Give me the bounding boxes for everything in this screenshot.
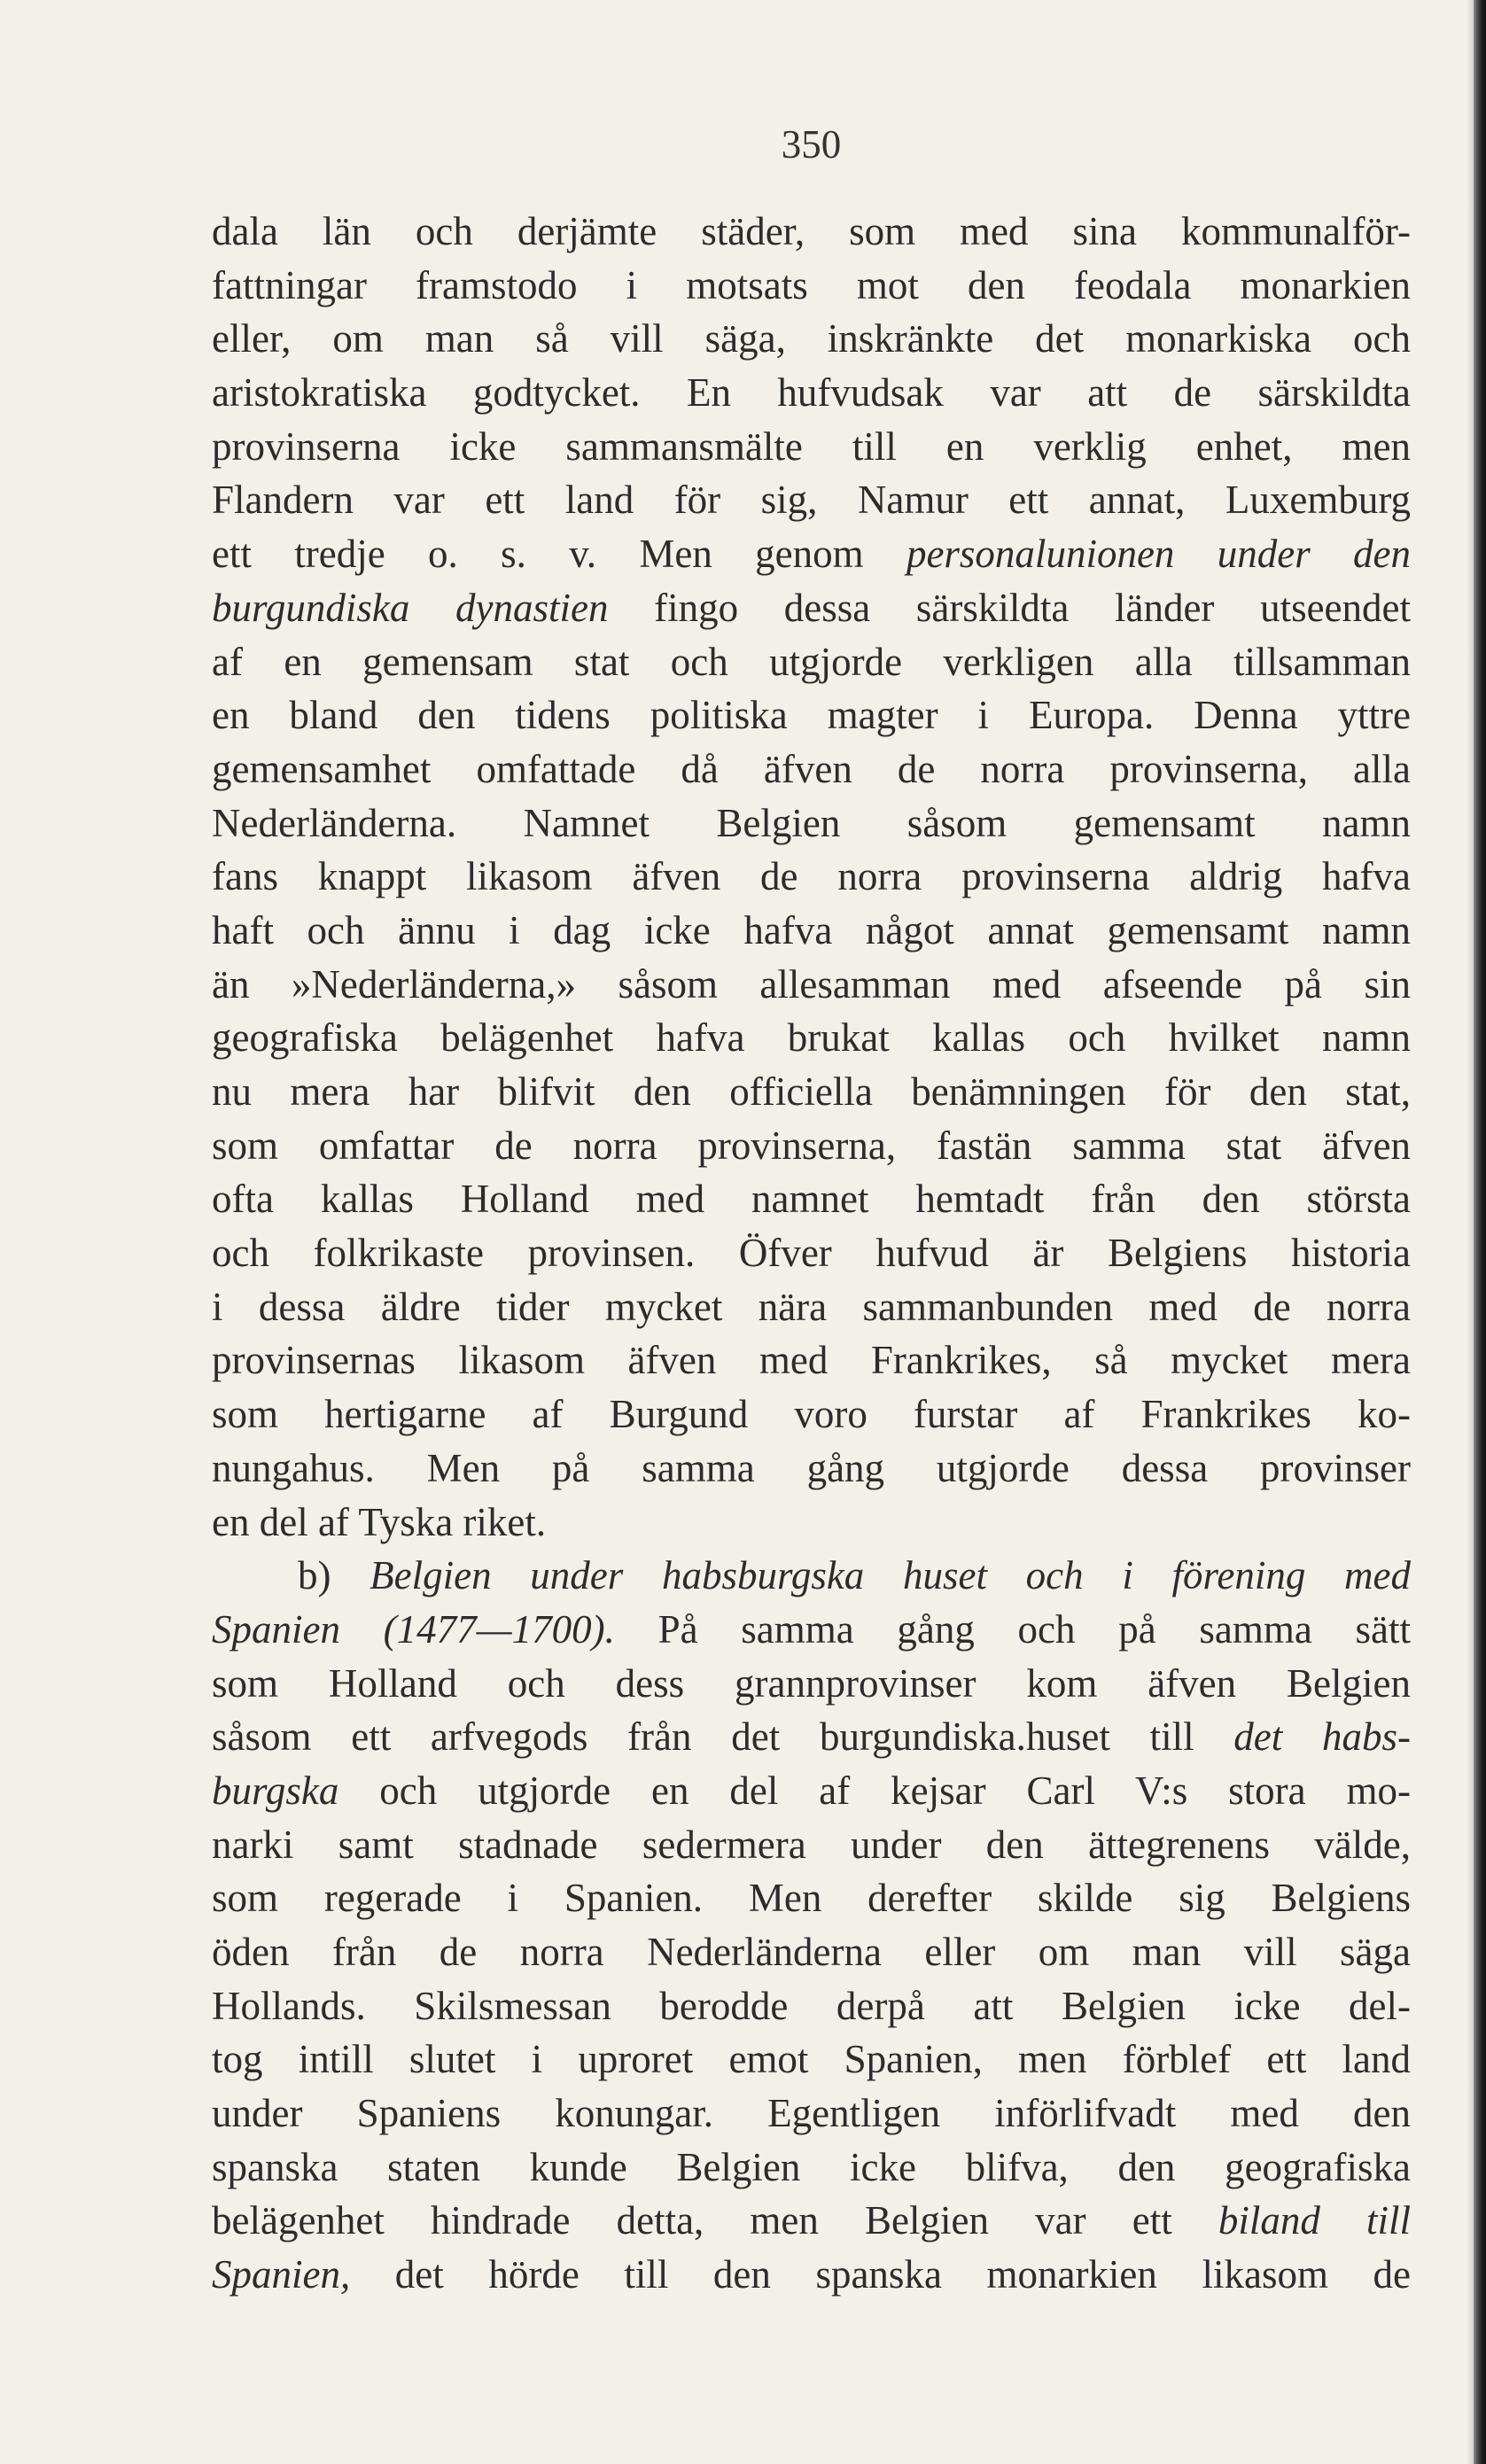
text-line: Flandern var ett land för sig, Namur ett annat, Luxemburg — [212, 478, 1411, 523]
text-line — [212, 1603, 1411, 1657]
section-heading-line — [212, 1549, 1411, 1603]
text-line: gemensamhet omfattade då äfven de norra provinserna, alla — [212, 746, 1411, 791]
italic-segment: biland till — [1218, 2198, 1411, 2243]
italic-segment: det habs- — [1233, 1714, 1411, 1760]
text-line: som omfattar de norra provinserna, fastän samma stat äfven — [212, 1123, 1411, 1168]
page-number: 350 — [781, 122, 842, 167]
text-segment: ett tredje o. s. v. Men genom — [212, 532, 906, 577]
text-line: under Spaniens konungar. Egentligen införlifvadt med den — [212, 2091, 1411, 2136]
text-line: i dessa äldre tider mycket nära sammanbunden med de norra — [212, 1284, 1411, 1329]
text-line — [212, 581, 1411, 635]
page-edge-shading — [1467, 0, 1474, 2464]
text-segment: belägenhet hindrade detta, men Belgien var ett — [212, 2198, 1218, 2243]
italic-segment: burgska — [212, 1768, 339, 1813]
text-line — [212, 527, 1411, 581]
text-segment: och utgjorde en del af kejsar Carl V:s stora mo- — [338, 1768, 1411, 1813]
text-line — [212, 1710, 1411, 1764]
text-line: ofta kallas Holland med namnet hemtadt från den största — [212, 1177, 1411, 1222]
text-line: öden från de norra Nederländerna eller om man vill säga — [212, 1930, 1411, 1974]
text-line: geografiska belägenhet hafva brukat kallas och hvilket namn — [212, 1015, 1411, 1061]
text-segment: b) — [298, 1553, 370, 1598]
text-line: än »Nederländerna,» såsom allesamman med afseende på sin — [212, 961, 1411, 1007]
text-line: som hertigarne af Burgund voro furstar af Frankrikes ko- — [212, 1392, 1411, 1437]
text-line: nu mera har blifvit den officiella benämningen för den stat, — [212, 1069, 1411, 1114]
text-line: Hollands. Skilsmessan berodde derpå att Belgien icke del- — [212, 1983, 1411, 2028]
body-text — [212, 205, 1411, 2302]
text-line: tog intill slutet i uproret emot Spanien, men förblef ett land — [212, 2037, 1411, 2082]
text-line: en bland den tidens politiska magter i Europa. Denna yttre — [212, 693, 1411, 738]
text-line: eller, om man så vill säga, inskränkte det monarkiska och — [212, 316, 1411, 361]
italic-segment: Spanien, — [212, 2252, 351, 2297]
text-segment: det hörde till den spanska monarkien likasom de — [350, 2252, 1411, 2297]
italic-segment: Spanien (1477—1700). — [212, 1606, 615, 1652]
text-segment: På samma gång och på samma sätt — [614, 1606, 1411, 1652]
text-line: dala län och derjämte städer, som med sina kommunalför- — [212, 209, 1411, 253]
text-line: spanska staten kunde Belgien icke blifva, den geografiska — [212, 2144, 1411, 2189]
text-line: haft och ännu i dag icke hafva något annat gemensamt namn — [212, 907, 1411, 952]
italic-segment: personalunionen under den — [906, 532, 1411, 577]
text-segment: såsom ett arfvegods från det burgundiska.huset till — [212, 1714, 1234, 1760]
text-line: nungahus. Men på samma gång utgjorde dessa provinser — [212, 1445, 1411, 1490]
text-line: provinserna icke sammansmälte till en verklig enhet, men — [212, 424, 1411, 469]
text-line: som Holland och dess grannprovinser kom äfven Belgien — [212, 1660, 1411, 1706]
text-line — [212, 2194, 1411, 2248]
text-segment: fingo dessa särskildta länder utseendet — [608, 585, 1411, 630]
italic-segment: Belgien under habsburgska huset och i förening med — [370, 1553, 1411, 1598]
text-line — [212, 2248, 1411, 2302]
page-edge-shadow — [1474, 0, 1486, 2464]
text-line: och folkrikaste provinsen. Öfver hufvud är Belgiens historia — [212, 1231, 1411, 1276]
text-line: aristokratiska godtycket. En hufvudsak var att de särskildta — [212, 370, 1411, 416]
italic-segment: burgundiska dynastien — [212, 585, 609, 630]
text-line: fans knappt likasom äfven de norra provinserna aldrig hafva — [212, 854, 1411, 899]
text-line: som regerade i Spanien. Men derefter skilde sig Belgiens — [212, 1876, 1411, 1921]
text-line: provinsernas likasom äfven med Frankrikes, så mycket mera — [212, 1338, 1411, 1383]
text-line: en del af Tyska riket. — [212, 1499, 547, 1544]
text-line: Nederländerna. Namnet Belgien såsom gemensamt namn — [212, 800, 1411, 845]
text-line: fattningar framstodo i motsats mot den feodala monarkien — [212, 262, 1411, 307]
text-line: narki samt stadnade sedermera under den ättegrenens välde, — [212, 1822, 1411, 1867]
text-line — [212, 1764, 1411, 1818]
text-line: af en gemensam stat och utgjorde verkligen alla tillsamman — [212, 639, 1411, 684]
